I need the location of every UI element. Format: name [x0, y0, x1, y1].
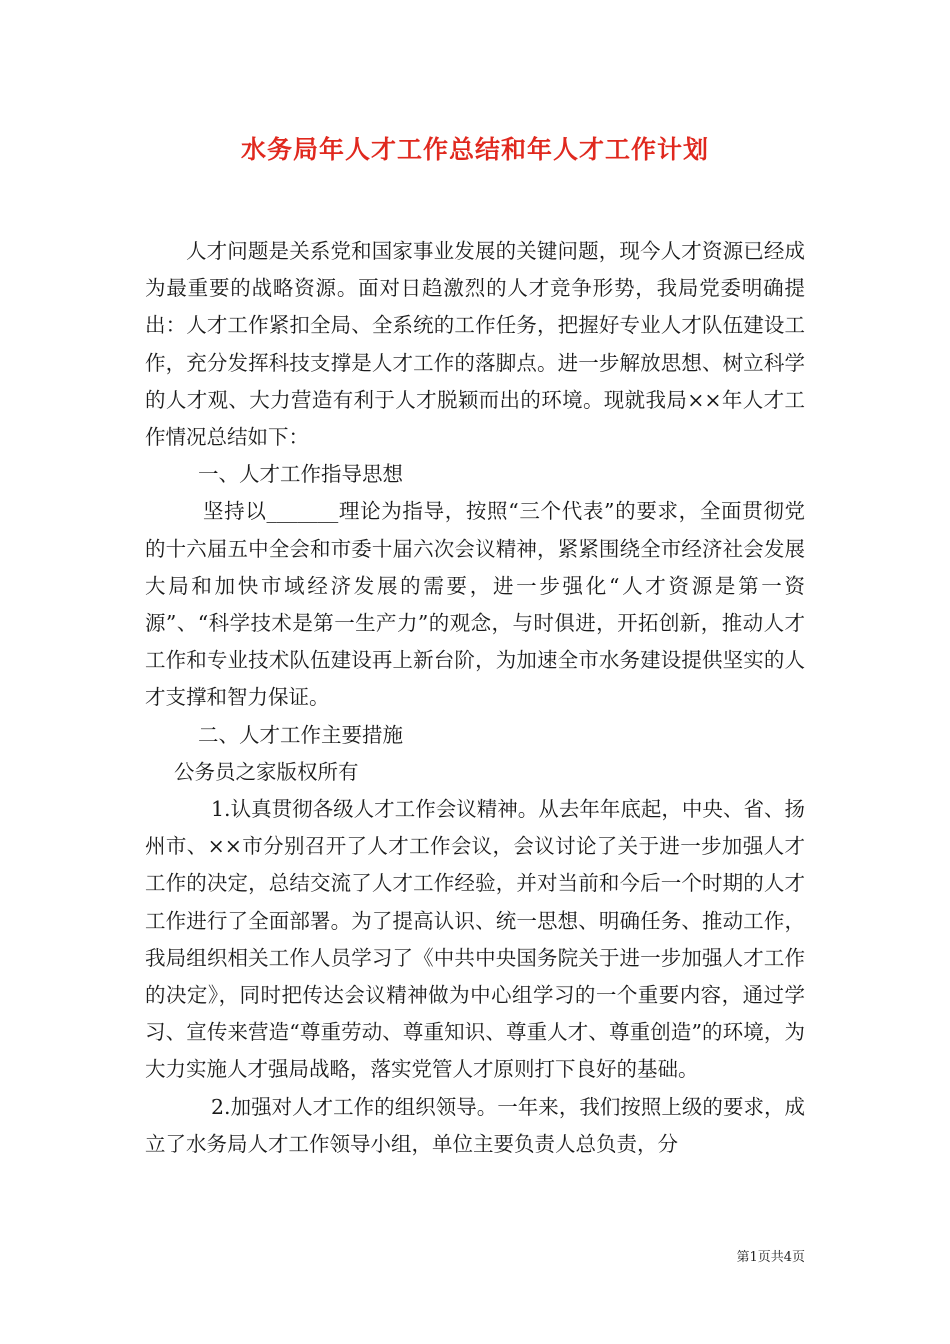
intro-paragraph: 人才问题是关系党和国家事业发展的关键问题，现今人才资源已经成为最重要的战略资源。面对日趋激烈的人才竞争形势，我局党委明确提出：人才工作紧扣全局、全系统的工作任务，把握好专业人才队伍建设工作，充分发挥科技支撑是人才工作的落脚点。进一步解放思想、树立科学的人才观、大力营造有利于人才脱颖而出的环境。现就我局××年人才工作情况总结如下： — [145, 239, 805, 450]
measure-2-paragraph: 2.加强对人才工作的组织领导。一年来，我们按照上级的要求，成立了水务局人才工作领导小组，单位主要负责人总负责，分 — [145, 1094, 805, 1156]
section-heading-guiding-ideology: 一、人才工作指导思想 — [198, 462, 403, 487]
document-body — [145, 233, 805, 1163]
copyright-notice: 公务员之家版权所有 — [174, 759, 359, 784]
page-number-footer: 第1页共4页 — [736, 1250, 805, 1265]
document-title: 水务局年人才工作总结和年人才工作计划 — [240, 135, 709, 164]
section-heading-main-measures: 二、人才工作主要措施 — [198, 722, 403, 747]
measure-1-paragraph: 1.认真贯彻各级人才工作会议精神。从去年年底起，中央、省、扬州市、××市分别召开了人才工作会议，会议讨论了关于进一步加强人才工作的决定，总结交流了人才工作经验，并对当前和今后一个时期的人才工作进行了全面部署。为了提高认识、统一思想、明确任务、推动工作，我局组织相关工作人员学习了《中共中央国务院关于进一步加强人才工作的决定》，同时把传达会议精神做为中心组学习的一个重要内容，通过学习、宣传来营造“尊重劳动、尊重知识、尊重人才、尊重创造”的环境，为大力实施人才强局战略，落实党管人才原则打下良好的基础。 — [145, 797, 805, 1082]
guiding-ideology-paragraph: 坚持以_______理论为指导，按照“三个代表”的要求，全面贯彻党的十六届五中全会和市委十届六次会议精神，紧紧围绕全市经济社会发展大局和加快市域经济发展的需要，进一步强化“人才资源是第一资源”、“科学技术是第一生产力”的观念，与时俱进，开拓创新，推动人才工作和专业技术队伍建设再上新台阶，为加速全市水务建设提供坚实的人才支撑和智力保证。 — [145, 499, 805, 710]
